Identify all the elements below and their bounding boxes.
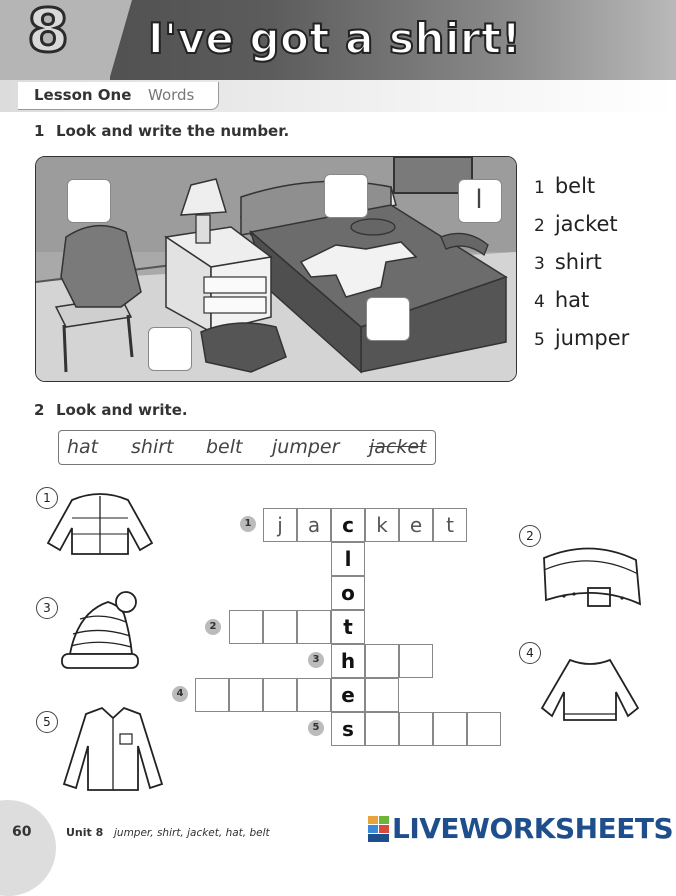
word-label: jumper	[554, 326, 630, 350]
clue-number: 4	[172, 686, 188, 702]
crossword-cell[interactable]: j	[263, 508, 297, 542]
crossword-cell[interactable]: t	[433, 508, 467, 542]
jumper-icon	[536, 654, 644, 724]
word-number: 5	[534, 330, 545, 350]
task2-instruction: Look and write.	[56, 401, 188, 419]
answer-box[interactable]	[324, 174, 368, 218]
footer-unit: Unit 8	[66, 826, 104, 839]
task1-number: 1	[34, 122, 45, 140]
crossword-key-cell: t	[331, 610, 365, 644]
crossword-cell[interactable]	[399, 712, 433, 746]
crossword-cell[interactable]: k	[365, 508, 399, 542]
page-corner	[0, 800, 56, 896]
crossword-cell[interactable]: e	[399, 508, 433, 542]
crossword-cell[interactable]	[297, 678, 331, 712]
hat-icon	[58, 584, 142, 676]
crossword-cell[interactable]	[297, 610, 331, 644]
word-label: jacket	[554, 212, 618, 236]
clue-number: 2	[205, 619, 221, 635]
word-list-item	[534, 250, 602, 274]
bank-word: shirt	[131, 436, 174, 458]
clue-number: 1	[240, 516, 256, 532]
picture-number: 2	[519, 525, 541, 547]
page-title: I've got a shirt!	[148, 14, 522, 63]
crossword-cell[interactable]: a	[297, 508, 331, 542]
bank-word: belt	[206, 436, 243, 458]
word-label: belt	[554, 174, 596, 198]
lesson-label: Lesson One	[34, 86, 132, 104]
liveworksheets-logo-icon	[368, 816, 390, 842]
answer-box[interactable]	[67, 179, 111, 223]
crossword-cell[interactable]	[195, 678, 229, 712]
crossword-key-cell: s	[331, 712, 365, 746]
bank-word: hat	[67, 436, 99, 458]
answer-box[interactable]	[366, 297, 410, 341]
bank-word: jumper	[272, 436, 340, 458]
belt-icon	[536, 544, 646, 616]
page-number: 60	[12, 824, 32, 840]
word-list-item	[534, 174, 595, 198]
picture-number: 1	[36, 487, 58, 509]
crossword-cell[interactable]	[263, 610, 297, 644]
crossword-key-cell: e	[331, 678, 365, 712]
word-number: 3	[534, 254, 545, 274]
crossword-key-cell: o	[331, 576, 365, 610]
crossword-key-cell: h	[331, 644, 365, 678]
unit-number: 8	[27, 0, 69, 66]
bank-word-used: jacket	[369, 436, 427, 458]
crossword-cell[interactable]	[365, 644, 399, 678]
answer-text: l	[475, 185, 483, 215]
task1-instruction: Look and write the number.	[56, 122, 290, 140]
word-list-item	[534, 288, 589, 312]
crossword-cell[interactable]	[263, 678, 297, 712]
answer-box[interactable]	[148, 327, 192, 371]
word-number: 2	[534, 216, 545, 236]
crossword-cell[interactable]	[365, 678, 399, 712]
clue-number: 5	[308, 720, 324, 736]
jacket-icon	[42, 488, 160, 558]
task2-number: 2	[34, 401, 45, 419]
shirt-icon	[58, 706, 168, 792]
word-list-item	[534, 212, 618, 236]
brand-name: LIVEWORKSHEETS	[392, 812, 674, 845]
bedroom-picture	[35, 156, 517, 382]
crossword-cell[interactable]	[365, 712, 399, 746]
picture-number: 4	[519, 642, 541, 664]
word-list-item	[534, 326, 629, 350]
word-number: 4	[534, 292, 545, 312]
crossword-cell[interactable]	[229, 610, 263, 644]
crossword-key-cell: l	[331, 542, 365, 576]
crossword-key-cell: c	[331, 508, 365, 542]
word-label: shirt	[554, 250, 602, 274]
footer-words: jumper, shirt, jacket, hat, belt	[114, 827, 270, 839]
word-label: hat	[554, 288, 590, 312]
crossword-cell[interactable]	[433, 712, 467, 746]
clue-number: 3	[308, 652, 324, 668]
picture-number: 3	[36, 597, 58, 619]
crossword-cell[interactable]	[467, 712, 501, 746]
crossword-cell[interactable]	[399, 644, 433, 678]
picture-number: 5	[36, 711, 58, 733]
crossword-cell[interactable]	[229, 678, 263, 712]
lesson-subtitle: Words	[148, 86, 195, 104]
word-number: 1	[534, 178, 545, 198]
